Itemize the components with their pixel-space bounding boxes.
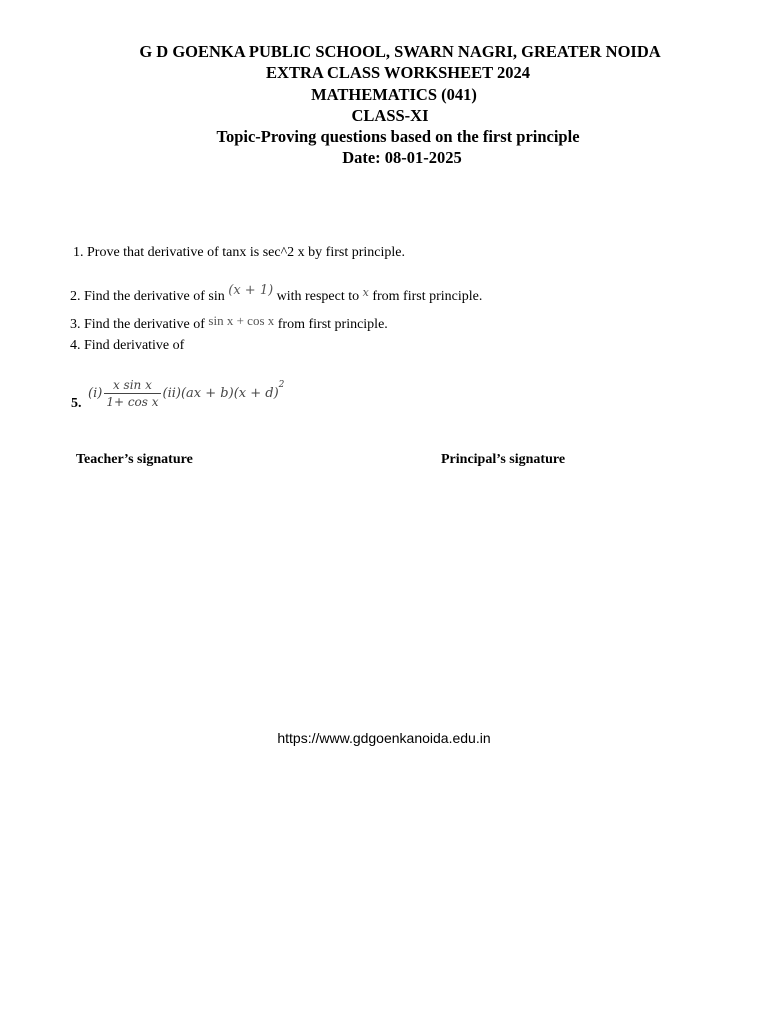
fraction-denominator: 1+ cos x — [106, 394, 159, 409]
question-3-math: sin x + cos x — [208, 313, 275, 328]
question-3-suffix: from first principle. — [277, 317, 388, 332]
question-2-math: (x + 1) — [228, 283, 274, 298]
question-2-mid: with respect to — [276, 289, 360, 304]
question-2 — [70, 283, 483, 306]
question-3 — [70, 315, 388, 334]
teacher-signature-label: Teacher’s signature — [76, 452, 193, 467]
topic-title: Topic-Proving questions based on the first principle — [216, 127, 580, 146]
question-5-exponent: 2 — [278, 380, 285, 390]
question-4: 4. Find derivative of — [70, 338, 185, 353]
question-5-fraction — [104, 378, 160, 409]
principal-signature-label: Principal’s signature — [441, 452, 566, 467]
footer-url: https://www.gdgoenkanoida.edu.in — [277, 730, 491, 746]
question-2-variable: x — [362, 286, 369, 299]
school-name: G D GOENKA PUBLIC SCHOOL, SWARN NAGRI, GREATER NOIDA — [139, 42, 661, 61]
fraction-numerator: x sin x — [112, 377, 152, 392]
question-3-prefix: 3. Find the derivative of — [70, 317, 205, 332]
question-5-part2-expression: (ax + b)(x + d) — [180, 385, 279, 401]
question-5-part1-label: (i) — [88, 385, 103, 401]
question-5-expression — [88, 370, 284, 416]
question-2-suffix: from first principle. — [372, 289, 483, 304]
class-title: CLASS-XI — [351, 106, 429, 125]
worksheet-title: EXTRA CLASS WORKSHEET 2024 — [266, 63, 530, 82]
question-2-prefix: 2. Find the derivative of sin — [70, 289, 225, 304]
question-5-number: 5. — [71, 396, 82, 411]
worksheet-date: Date: 08-01-2025 — [342, 148, 462, 167]
question-1: 1. Prove that derivative of tanx is sec^2 x by first principle. — [73, 245, 405, 260]
question-5-part2-label: (ii) — [162, 385, 181, 401]
subject-title: MATHEMATICS (041) — [311, 85, 477, 104]
